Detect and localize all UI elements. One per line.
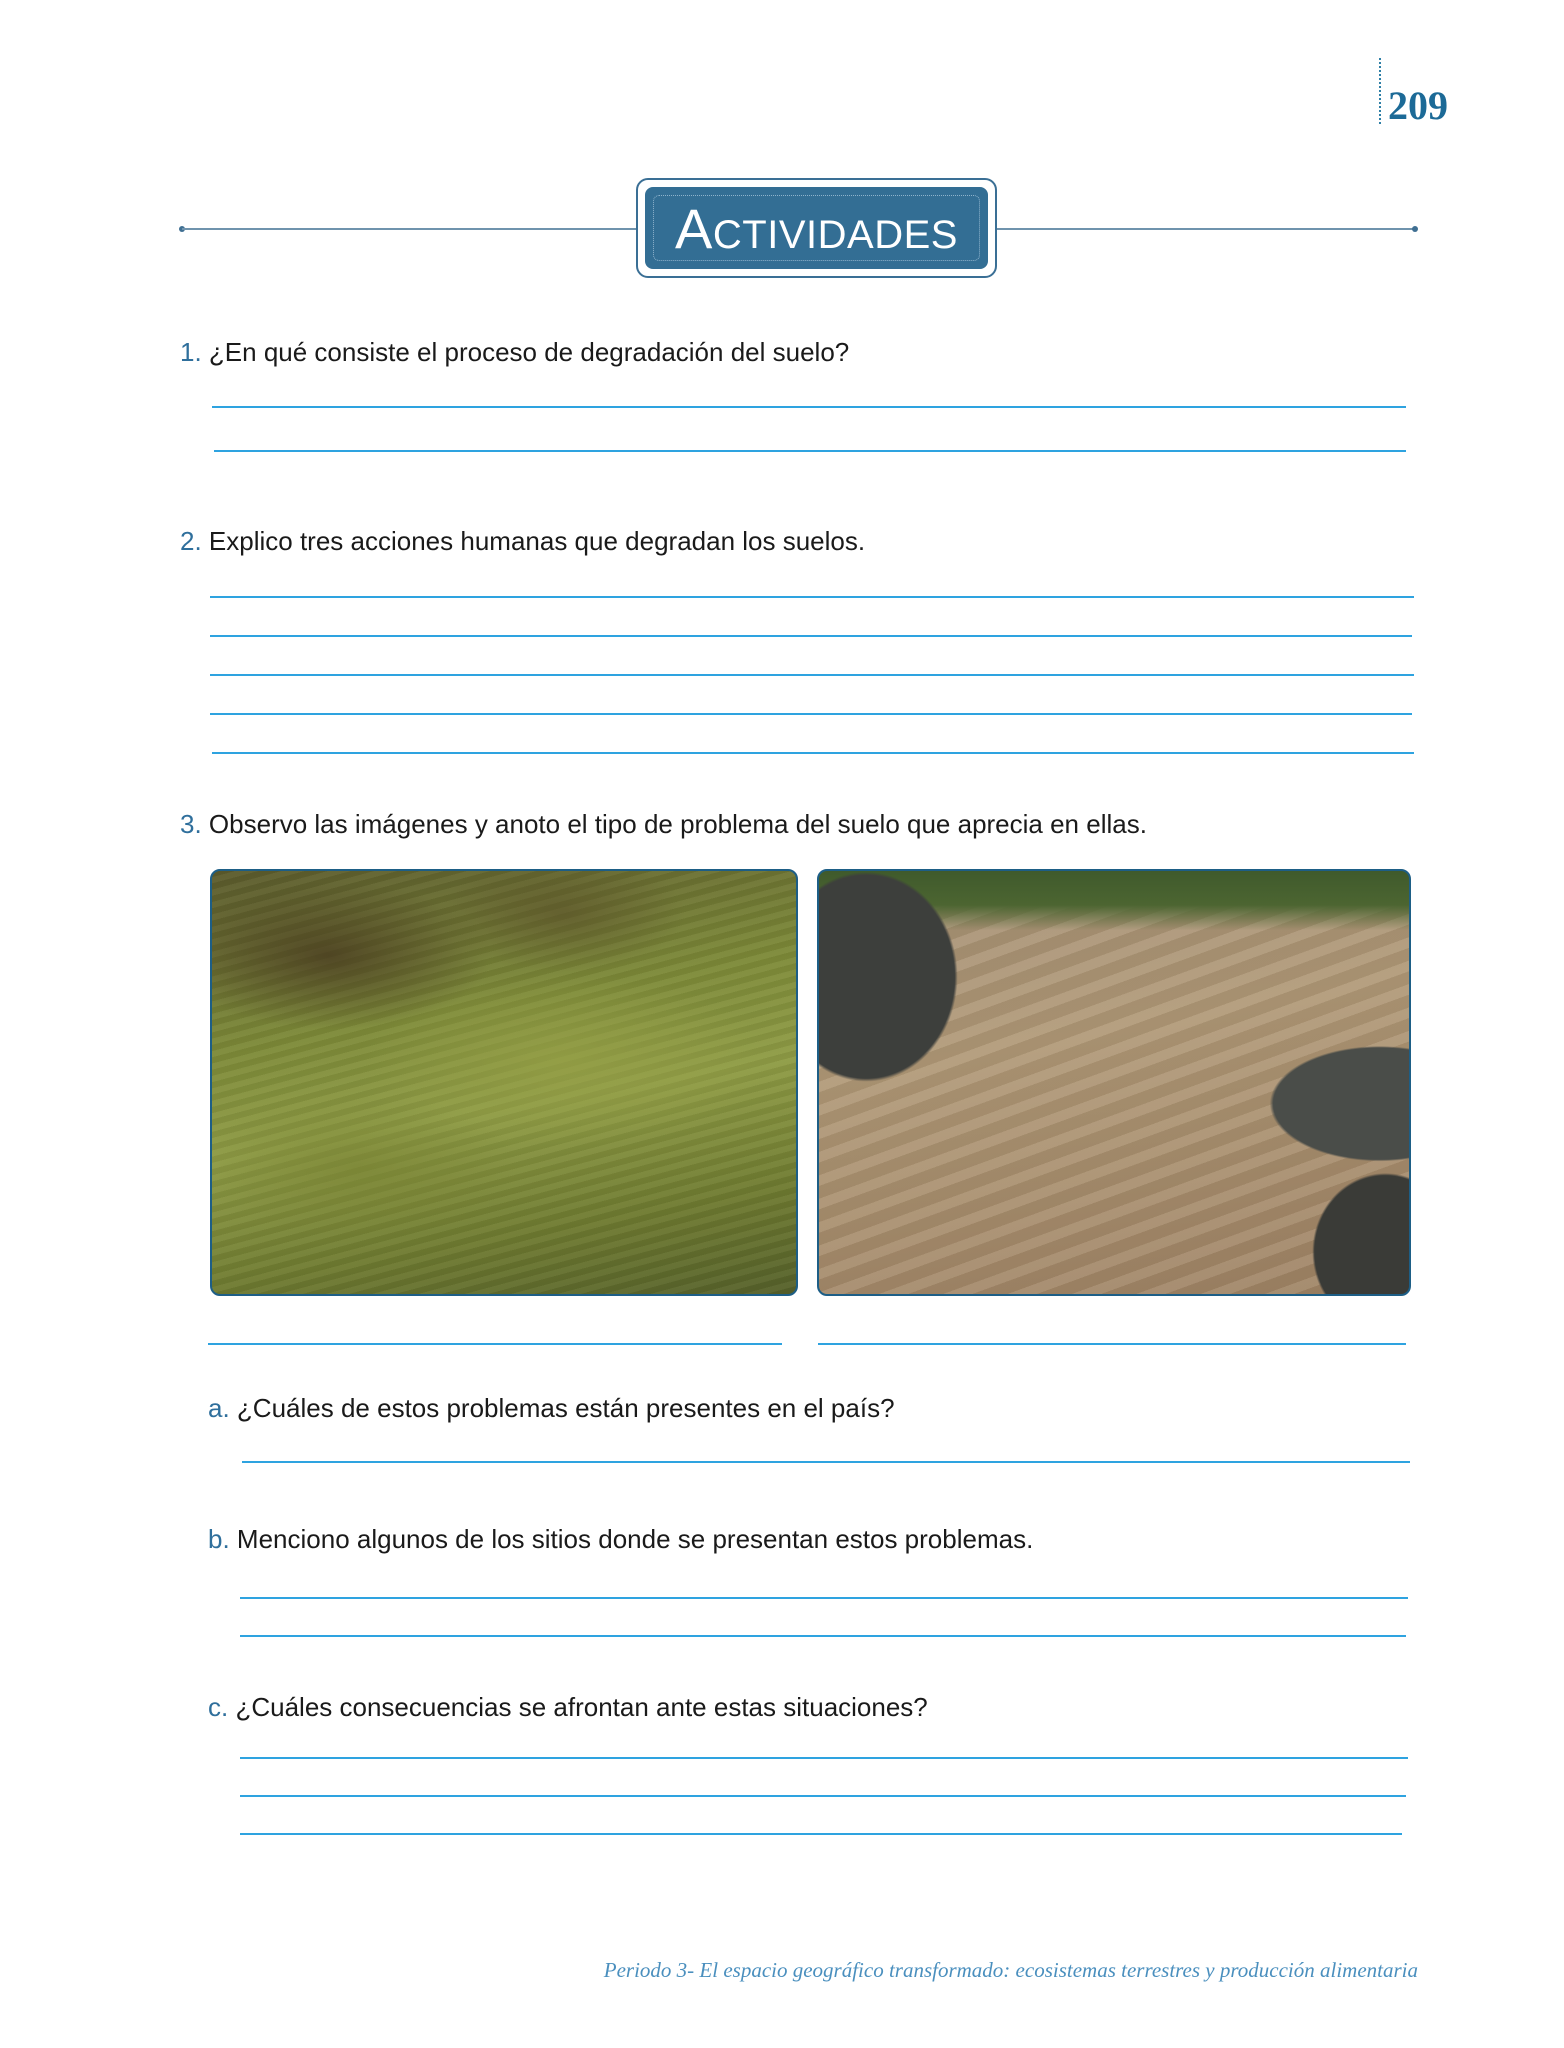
header-line-right xyxy=(993,228,1415,230)
subquestion-b: b. Menciono algunos de los sitios donde se presentan estos problemas. xyxy=(208,1524,1034,1554)
answer-line[interactable] xyxy=(212,406,1406,408)
answer-line[interactable] xyxy=(214,450,1406,452)
section-title: ACTIVIDADES xyxy=(675,196,958,260)
answer-line-right-image[interactable] xyxy=(818,1343,1406,1345)
answer-line[interactable] xyxy=(210,674,1414,676)
subquestion-c: c. ¿Cuáles consecuencias se afrontan ante estas situaciones? xyxy=(208,1692,928,1722)
muddy-river-photo xyxy=(817,869,1411,1296)
answer-line[interactable] xyxy=(212,752,1414,754)
answer-line[interactable] xyxy=(240,1597,1408,1599)
answer-line[interactable] xyxy=(242,1461,1410,1463)
subquestion-a: a. ¿Cuáles de estos problemas están presentes en el país? xyxy=(208,1393,895,1423)
section-title-badge xyxy=(636,178,997,278)
question-2: 2. Explico tres acciones humanas que degradan los suelos. xyxy=(180,526,866,556)
answer-line[interactable] xyxy=(240,1795,1406,1797)
answer-line[interactable] xyxy=(240,1833,1402,1835)
answer-line[interactable] xyxy=(210,596,1414,598)
eroded-grassland-photo xyxy=(210,869,798,1296)
answer-line[interactable] xyxy=(240,1757,1408,1759)
page-number-divider xyxy=(1379,58,1381,124)
answer-line[interactable] xyxy=(210,635,1412,637)
question-1: 1. ¿En qué consiste el proceso de degradación del suelo? xyxy=(180,337,850,367)
header-line-left xyxy=(182,228,638,230)
answer-line[interactable] xyxy=(210,713,1412,715)
header-line-right-dot xyxy=(1412,226,1418,232)
question-3: 3. Observo las imágenes y anoto el tipo de problema del suelo que aprecia en ellas. xyxy=(180,809,1147,839)
page-footer: Periodo 3- El espacio geográfico transformado: ecosistemas terrestres y producción alimentaria xyxy=(603,1958,1418,1982)
page-number: 209 xyxy=(1388,83,1448,128)
answer-line[interactable] xyxy=(240,1635,1406,1637)
answer-line-left-image[interactable] xyxy=(208,1343,782,1345)
